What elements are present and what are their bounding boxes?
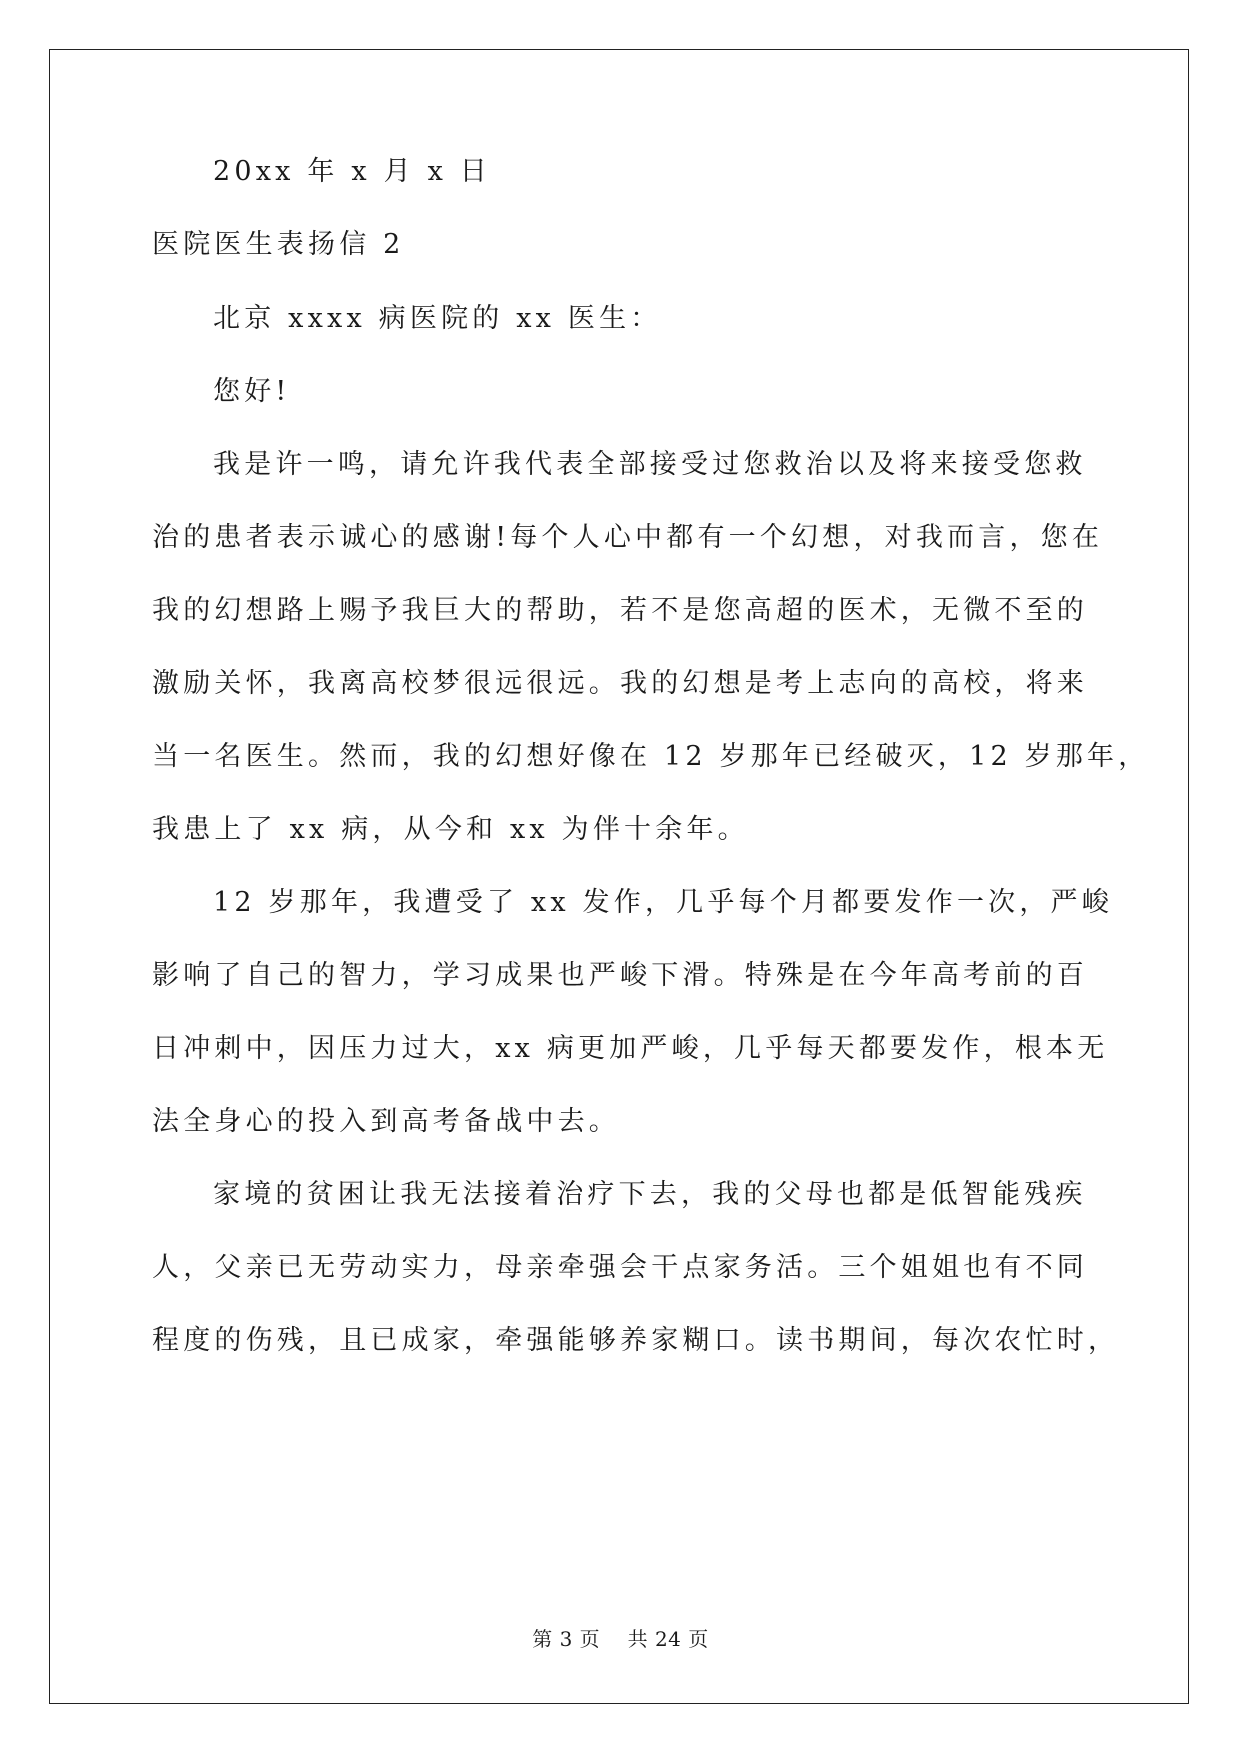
paragraph-line: 人，父亲已无劳动实力，母亲牵强会干点家务活。三个姐姐也有不同 [152,1252,1088,1283]
paragraph-line: 我是许一鸣，请允许我代表全部接受过您救治以及将来接受您救 [213,449,1087,480]
paragraph-line: 我患上了 xx 病，从今和 xx 为伴十余年。 [152,814,749,845]
section-title: 医院医生表扬信 2 [152,229,405,260]
paragraph-line: 治的患者表示诚心的感谢!每个人心中都有一个幻想，对我而言，您在 [152,522,1104,553]
greeting: 您好! [213,376,291,407]
page-indicator: 第 3 页 共 24 页 [532,1627,709,1651]
salutation: 北京 xxxx 病医院的 xx 医生： [213,303,662,334]
paragraph-line: 日冲刺中，因压力过大，xx 病更加严峻，几乎每天都要发作，根本无 [152,1033,1109,1064]
paragraph-line: 程度的伤残，且已成家，牵强能够养家糊口。读书期间，每次农忙时， [152,1325,1120,1356]
paragraph-line: 法全身心的投入到高考备战中去。 [152,1106,620,1137]
page-border [49,49,1189,1704]
paragraph-line: 影响了自己的智力，学习成果也严峻下滑。特殊是在今年高考前的百 [152,960,1088,991]
paragraph-line: 当一名医生。然而，我的幻想好像在 12 岁那年已经破灭，12 岁那年， [152,741,1150,772]
paragraph-line: 12 岁那年，我遭受了 xx 发作，几乎每个月都要发作一次，严峻 [213,887,1113,918]
date-line: 20xx 年 x 月 x 日 [213,156,491,187]
paragraph-line: 我的幻想路上赐予我巨大的帮助，若不是您高超的医术，无微不至的 [152,595,1088,626]
paragraph-line: 家境的贫困让我无法接着治疗下去，我的父母也都是低智能残疾 [213,1179,1087,1210]
paragraph-line: 激励关怀，我离高校梦很远很远。我的幻想是考上志向的高校，将来 [152,668,1088,699]
